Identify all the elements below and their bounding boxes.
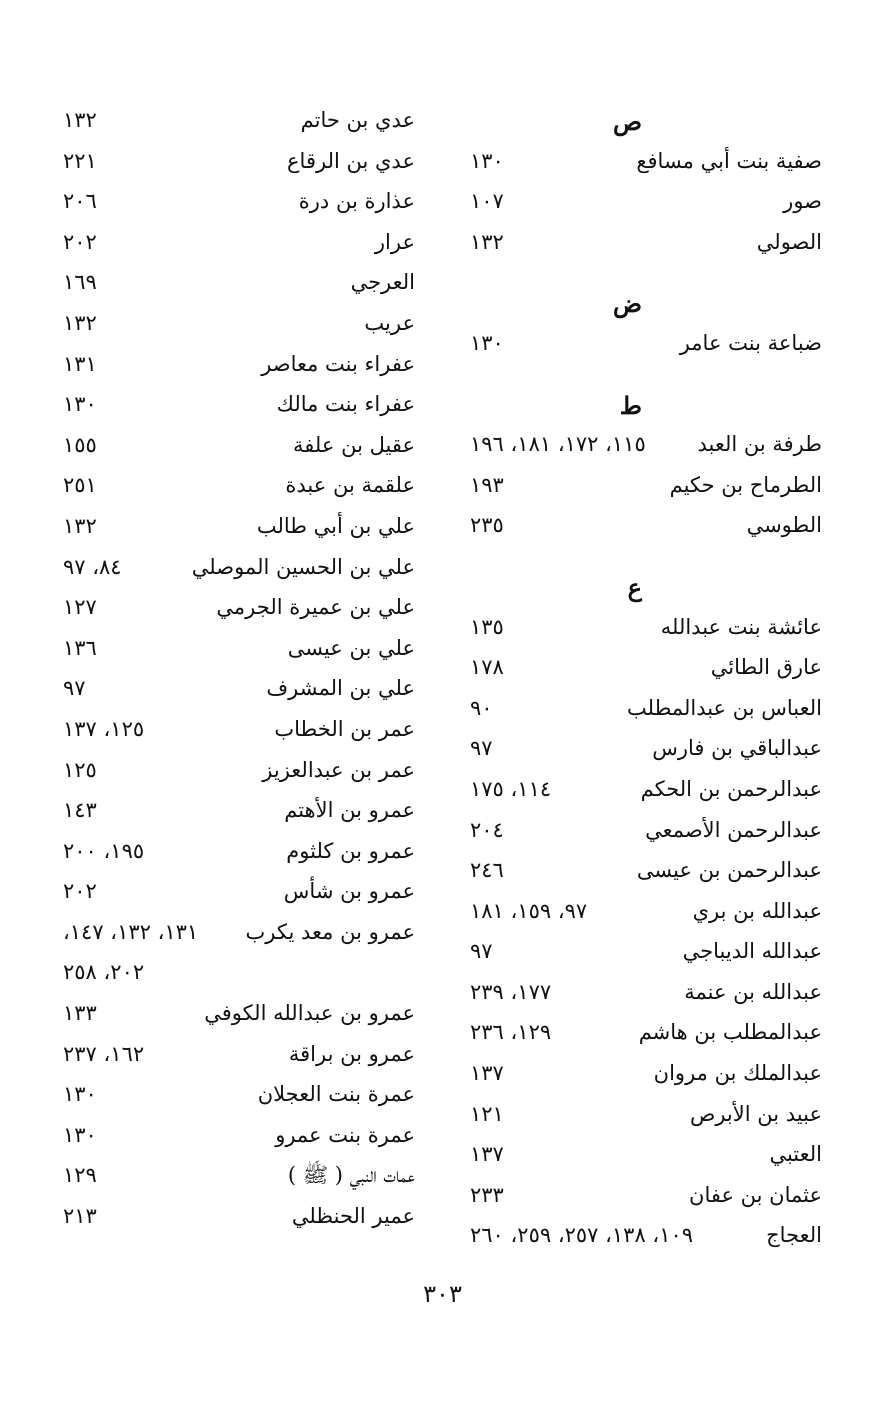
index-entry <box>63 262 415 303</box>
index-entry <box>63 831 415 872</box>
page-number: ٣٠٣ <box>423 1280 462 1308</box>
index-entry <box>63 506 415 547</box>
entry-name: العرجي <box>350 270 415 295</box>
entry-name: عبدالملك بن مروان <box>653 1061 822 1086</box>
index-entry <box>470 323 822 364</box>
entry-pages: ٢٠٢ <box>63 229 97 254</box>
entry-name: عبدالله بن بري <box>692 898 822 923</box>
entry-name: عمرة بنت العجلان <box>257 1082 415 1107</box>
entry-pages: ١٣١، ١٣٢، ١٤٧، <box>63 919 199 944</box>
entry-pages: ٢٤٦ <box>470 858 504 883</box>
entry-pages: ١٣٥ <box>470 614 504 639</box>
index-column-right <box>470 100 822 1256</box>
entry-pages: ٢١٣ <box>63 1204 97 1229</box>
index-entry <box>470 1053 822 1094</box>
index-entry <box>470 1094 822 1135</box>
entry-pages: ١٢٩، ٢٣٦ <box>470 1020 552 1045</box>
index-entry <box>63 141 415 182</box>
entry-pages: ٩٧ <box>63 676 86 701</box>
entry-name: الطرماح بن حكيم <box>669 472 822 497</box>
entry-name: عقيل بن علفة <box>293 432 415 457</box>
index-entry <box>63 709 415 750</box>
entry-name: عمرو بن شأس <box>283 879 415 904</box>
entry-pages: ١٢٩ <box>63 1163 97 1188</box>
section-letter: ط <box>619 390 642 420</box>
index-column-left <box>63 100 415 1237</box>
entry-name: عبدالرحمن بن عيسى <box>636 858 822 883</box>
index-entry <box>63 181 415 222</box>
entry-name: عرار <box>374 229 415 254</box>
entry-pages: ٩٧ <box>470 939 493 964</box>
index-entry <box>470 972 822 1013</box>
entry-name: الصولي <box>756 229 822 254</box>
entry-pages: ١٣٧ <box>470 1061 504 1086</box>
index-entry <box>63 628 415 669</box>
entry-pages: ٢٠٢ <box>63 879 97 904</box>
entry-name: علي بن عيسى <box>287 635 415 660</box>
entry-name: عثمان بن عفان <box>689 1182 822 1207</box>
entry-name: عمرة بنت عمرو <box>275 1122 415 1147</box>
entry-name: عدي بن الرقاع <box>287 148 415 173</box>
entry-pages: ٢٠٤ <box>470 817 504 842</box>
index-entry <box>470 850 822 891</box>
index-entry <box>470 1012 822 1053</box>
entry-pages: ٢٢١ <box>63 148 97 173</box>
entry-name: عبدالرحمن بن الحكم <box>640 776 822 801</box>
entry-name: عبيد بن الأبرص <box>689 1101 822 1126</box>
entry-name: علي بن أبي طالب <box>256 513 415 538</box>
entry-pages: ٩٠ <box>470 695 493 720</box>
entry-pages: ٩٧، ١٥٩، ١٨١ <box>470 898 588 923</box>
entry-name: عبدالباقي بن فارس <box>652 736 822 761</box>
entry-name: عمر بن الخطاب <box>274 716 415 741</box>
entry-name: عارق الطائي <box>710 655 822 680</box>
section-spacer <box>470 262 822 282</box>
entry-pages: ١١٥، ١٧٢، ١٨١، ١٩٦ <box>470 432 646 457</box>
entry-name: عذارة بن درة <box>298 189 415 214</box>
index-entry <box>63 465 415 506</box>
entry-pages: ١٣٠ <box>63 1122 97 1147</box>
entry-pages: ١٦٢، ٢٣٧ <box>63 1041 145 1066</box>
entry-pages: ١٣٢ <box>470 229 504 254</box>
index-entry <box>63 790 415 831</box>
entry-pages: ١٣٢ <box>63 108 97 132</box>
index-entry <box>470 465 822 506</box>
entry-pages: ١٧٨ <box>470 655 504 680</box>
index-entry <box>63 993 415 1034</box>
index-entry <box>470 607 822 648</box>
index-entry <box>470 141 822 182</box>
entry-name: عبدالرحمن الأصمعي <box>645 817 822 842</box>
entry-pages: ١٣٠ <box>63 1082 97 1107</box>
entry-pages: ٩٧ <box>470 736 493 761</box>
index-entry <box>63 871 415 912</box>
entry-pages: ١٢٥ <box>63 757 97 782</box>
entry-pages: ١٤٣ <box>63 798 97 823</box>
index-entry <box>470 1134 822 1175</box>
index-entry <box>63 587 415 628</box>
entry-name: عفراء بنت مالك <box>276 392 415 417</box>
entry-pages: ١٣٣ <box>63 1001 97 1026</box>
entry-pages: ١٠٧ <box>470 189 504 214</box>
section-spacer <box>470 364 822 384</box>
entry-pages: ٢٠٢، ٢٥٨ <box>63 960 145 985</box>
entry-pages: ٢٠٦ <box>63 189 97 214</box>
entry-name: عمرو بن كلثوم <box>286 838 415 863</box>
index-entry <box>63 1155 415 1196</box>
entry-name: عفراء بنت معاصر <box>261 351 415 376</box>
index-entry <box>470 647 822 688</box>
entry-pages: ١٢٧ <box>63 595 97 620</box>
index-entry <box>470 891 822 932</box>
entry-pages: ١٢٥، ١٣٧ <box>63 716 145 741</box>
index-entry <box>63 547 415 588</box>
entry-name: عمير الحنظلي <box>291 1204 415 1229</box>
entry-name: علي بن عميرة الجرمي <box>216 595 415 620</box>
index-entry <box>470 181 822 222</box>
index-entry <box>63 952 415 993</box>
entry-name: عبدالمطلب بن هاشم <box>638 1020 822 1045</box>
index-entry <box>470 505 822 546</box>
index-entry <box>470 424 822 465</box>
index-entry <box>470 222 822 263</box>
index-entry <box>63 425 415 466</box>
entry-pages: ١٣١ <box>63 351 97 376</box>
entry-pages: ١٩٥، ٢٠٠ <box>63 838 145 863</box>
entry-name: العباس بن عبدالمطلب <box>627 695 822 720</box>
entry-name: عبدالله بن عنمة <box>684 979 822 1004</box>
entry-pages: ١٦٩ <box>63 270 97 295</box>
entry-name: عمرو بن الأهتم <box>284 798 415 823</box>
entry-name: علقمة بن عبدة <box>285 473 415 498</box>
entry-name: عمر بن عبدالعزيز <box>262 757 415 782</box>
index-entry <box>470 810 822 851</box>
index-entry <box>63 344 415 385</box>
entry-pages: ٢٣٥ <box>470 513 504 538</box>
entry-name: عمرو بن معد يكرب <box>245 919 415 944</box>
index-entry <box>63 912 415 953</box>
entry-name: الطوسي <box>746 513 822 538</box>
entry-name: صفية بنت أبي مسافع <box>636 148 822 173</box>
index-entry <box>63 1074 415 1115</box>
entry-name: علي بن الحسين الموصلي <box>191 554 415 579</box>
entry-pages: ١٢١ <box>470 1101 504 1126</box>
entry-name: العجاج <box>766 1223 822 1248</box>
entry-pages: ١٣٧ <box>470 1142 504 1167</box>
index-entry <box>63 384 415 425</box>
entry-name: عائشة بنت عبدالله <box>660 614 822 639</box>
entry-name: عمات النبي ( ﷺ ) <box>287 1163 415 1188</box>
entry-name: ضباعة بنت عامر <box>679 330 822 355</box>
index-entry <box>63 303 415 344</box>
entry-pages: ١٠٩، ١٣٨، ٢٥٧، ٢٥٩، ٢٦٠ <box>470 1223 694 1248</box>
entry-name: عبدالله الديباجي <box>682 939 822 964</box>
index-entry <box>63 100 415 141</box>
index-entry <box>63 668 415 709</box>
entry-pages: ١٣٢ <box>63 513 97 538</box>
entry-pages: ١٣٢ <box>63 310 97 335</box>
entry-name: طرفة بن العبد <box>697 432 822 457</box>
entry-pages: ١٣٠ <box>470 148 504 173</box>
entry-name: عمرو بن براقة <box>288 1041 415 1066</box>
index-entry <box>470 769 822 810</box>
index-entry <box>470 1215 822 1256</box>
entry-pages: ٨٤، ٩٧ <box>63 554 122 579</box>
entry-pages: ١٣٠ <box>63 392 97 417</box>
index-entry <box>470 728 822 769</box>
section-letter: ص <box>612 107 642 136</box>
index-entry <box>470 688 822 729</box>
section-letter: ع <box>627 572 642 602</box>
section-spacer <box>470 546 822 566</box>
index-entry <box>63 222 415 263</box>
entry-name: عريب <box>364 310 415 335</box>
section-letter: ض <box>612 289 642 319</box>
index-entry <box>63 1034 415 1075</box>
entry-pages: ١٧٧، ٢٣٩ <box>470 979 552 1004</box>
entry-pages: ١٩٣ <box>470 472 504 497</box>
entry-pages: ١٣٠ <box>470 330 504 355</box>
entry-pages: ١٥٥ <box>63 432 97 457</box>
entry-pages: ٢٣٣ <box>470 1182 504 1207</box>
entry-name: العتبي <box>769 1142 822 1167</box>
index-entry <box>470 1175 822 1216</box>
entry-name: علي بن المشرف <box>266 676 415 701</box>
entry-name: صور <box>783 189 822 214</box>
index-entry <box>470 931 822 972</box>
entry-name: عدي بن حاتم <box>300 108 415 132</box>
entry-name: عمرو بن عبدالله الكوفي <box>204 1001 415 1026</box>
index-entry <box>63 1196 415 1237</box>
index-entry <box>63 750 415 791</box>
index-entry <box>63 1115 415 1156</box>
entry-pages: ٢٥١ <box>63 473 97 498</box>
entry-pages: ١٣٦ <box>63 635 97 660</box>
entry-pages: ١١٤، ١٧٥ <box>470 776 552 801</box>
